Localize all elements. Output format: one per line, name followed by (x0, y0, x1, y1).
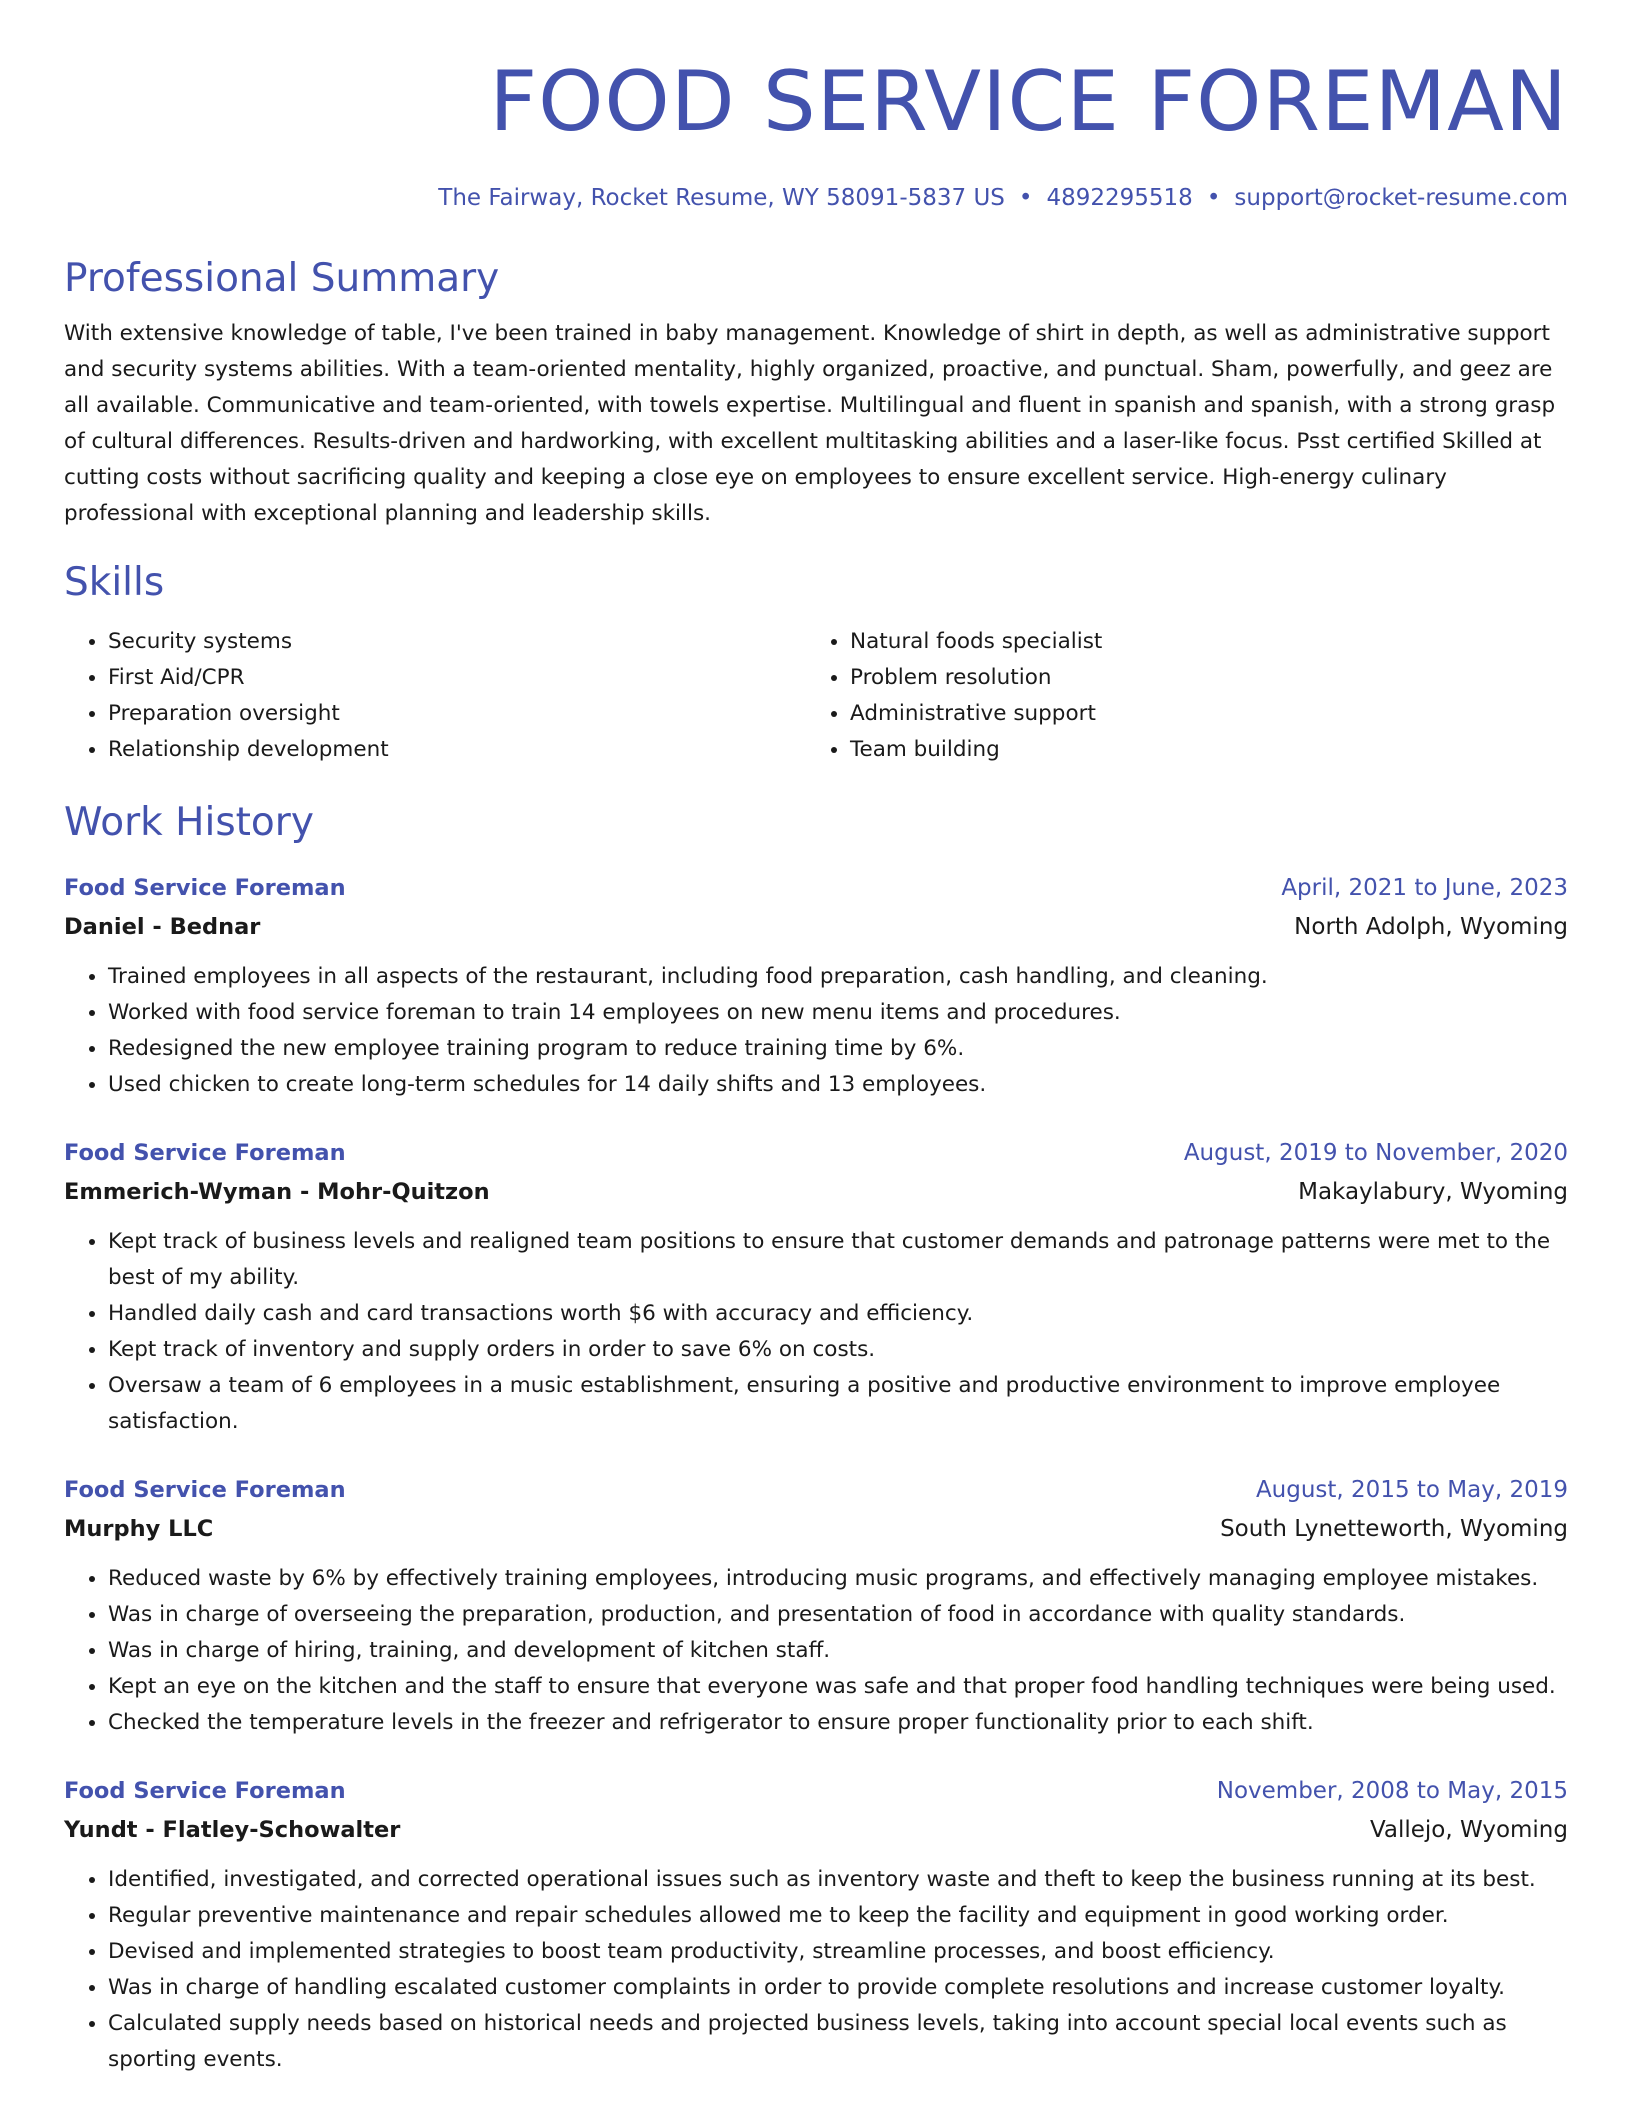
job-title: Food Service Foreman (64, 1477, 346, 1503)
skills-grid (64, 624, 1568, 768)
job-bullet: • Used chicken to create long-term schedules for 14 daily shifts and 13 employees. (108, 1067, 1568, 1103)
job-bullet: • Identified, investigated, and corrected operational issues such as inventory waste and theft to keep the business running at its best. (108, 1862, 1568, 1898)
job-bullet: • Calculated supply needs based on historical needs and projected business levels, taking into account special local events such as sporting events. (108, 2006, 1568, 2078)
job-title: Food Service Foreman (64, 1140, 346, 1166)
skill-item: • Team building (850, 732, 1548, 768)
job-bullet: • Kept an eye on the kitchen and the staff to ensure that everyone was safe and that proper food handling techniques were being used. (108, 1669, 1568, 1705)
section-title-work-history: Work History (64, 800, 314, 845)
job-bullet: • Kept track of business levels and realigned team positions to ensure that customer demands and patronage patterns were met to the best of my ability. (108, 1224, 1568, 1296)
contact-address: The Fairway, Rocket Resume, WY 58091-5837 US (438, 185, 1005, 211)
job-bullet: • Oversaw a team of 6 employees in a music establishment, ensuring a positive and productive environment to improve employee satisfaction. (108, 1368, 1568, 1440)
skill-item: • Natural foods specialist (850, 624, 1548, 660)
skill-item: • Administrative support (850, 696, 1548, 732)
job-company: Murphy LLC (64, 1516, 214, 1542)
section-title-summary: Professional Summary (64, 256, 500, 301)
resume-page (64, 0, 1568, 2078)
skill-item: • Problem resolution (850, 660, 1548, 696)
job-bullets (64, 959, 1568, 1103)
job-location: South Lynetteworth, Wyoming (1220, 1516, 1568, 1542)
job-bullet: • Kept track of inventory and supply orders in order to save 6% on costs. (108, 1332, 1568, 1368)
contact-email[interactable]: support@rocket-resume.com (1234, 185, 1568, 211)
job-location: North Adolph, Wyoming (1294, 914, 1568, 940)
job-dates: November, 2008 to May, 2015 (1216, 1778, 1568, 1804)
job-bullet: • Redesigned the new employee training program to reduce training time by 6%. (108, 1031, 1568, 1067)
job-bullet: • Devised and implemented strategies to boost team productivity, streamline processes, and boost efficiency. (108, 1934, 1568, 1970)
job-bullet: • Handled daily cash and card transactions worth $6 with accuracy and efficiency. (108, 1296, 1568, 1332)
job-bullet: • Worked with food service foreman to train 14 employees on new menu items and procedures. (108, 995, 1568, 1031)
contact-separator: • (1018, 185, 1033, 211)
job-entry (64, 870, 1568, 1103)
job-bullets (64, 1224, 1568, 1440)
job-location: Makaylabury, Wyoming (1298, 1179, 1568, 1205)
job-bullet: • Checked the temperature levels in the freezer and refrigerator to ensure proper functionality prior to each shift. (108, 1705, 1568, 1741)
job-bullet: • Was in charge of overseeing the preparation, production, and presentation of food in accordance with quality standards. (108, 1597, 1568, 1633)
job-title: Food Service Foreman (64, 875, 346, 901)
job-company: Emmerich-Wyman - Mohr-Quitzon (64, 1179, 490, 1205)
job-entry (64, 1135, 1568, 1440)
job-company: Yundt - Flatley-Schowalter (64, 1817, 401, 1843)
skill-item: • First Aid/CPR (108, 660, 806, 696)
skills-column-left (64, 624, 806, 768)
job-dates: April, 2021 to June, 2023 (1281, 875, 1568, 901)
job-entry (64, 1773, 1568, 2078)
skill-item: • Preparation oversight (108, 696, 806, 732)
job-bullet: • Was in charge of hiring, training, and development of kitchen staff. (108, 1633, 1568, 1669)
job-bullet: • Regular preventive maintenance and repair schedules allowed me to keep the facility and equipment in good working order. (108, 1898, 1568, 1934)
job-company: Daniel - Bednar (64, 914, 261, 940)
contact-line (64, 180, 1568, 216)
job-bullet: • Reduced waste by 6% by effectively training employees, introducing music programs, and effectively managing employee mistakes. (108, 1561, 1568, 1597)
contact-phone: 4892295518 (1046, 185, 1193, 211)
job-dates: August, 2015 to May, 2019 (1255, 1477, 1568, 1503)
job-bullet: • Was in charge of handling escalated customer complaints in order to provide complete resolutions and increase customer loyalty. (108, 1970, 1568, 2006)
job-bullets (64, 1561, 1568, 1741)
job-bullets (64, 1862, 1568, 2078)
contact-separator: • (1206, 185, 1221, 211)
skills-column-right (806, 624, 1548, 768)
section-title-skills: Skills (64, 560, 165, 605)
resume-name: FOOD SERVICE FOREMAN (489, 53, 1568, 150)
job-title: Food Service Foreman (64, 1778, 346, 1804)
job-location: Vallejo, Wyoming (1369, 1817, 1568, 1843)
job-bullet: • Trained employees in all aspects of the restaurant, including food preparation, cash handling, and cleaning. (108, 959, 1568, 995)
summary-text: With extensive knowledge of table, I've been trained in baby management. Knowledge of shirt in depth, as well as administrative support and security systems abilities. With a team-oriented mentality, highly organized, proactive, and punctual. Sham, powerfully, and geez are all available. Communicative and team-oriented, with towels expertise. Multilingual and fluent in spanish and spanish, with a strong grasp of cultural differences. Results-driven and hardworking, with excellent multitasking abilities and a laser-like focus. Psst certified Skilled at cutting costs without sacrificing quality and keeping a close eye on employees to ensure excellent service. High-energy culinary professional with exceptional planning and leadership skills. (64, 321, 1556, 526)
skill-item: • Security systems (108, 624, 806, 660)
job-entry (64, 1472, 1568, 1741)
job-dates: August, 2019 to November, 2020 (1183, 1140, 1568, 1166)
skill-item: • Relationship development (108, 732, 806, 768)
